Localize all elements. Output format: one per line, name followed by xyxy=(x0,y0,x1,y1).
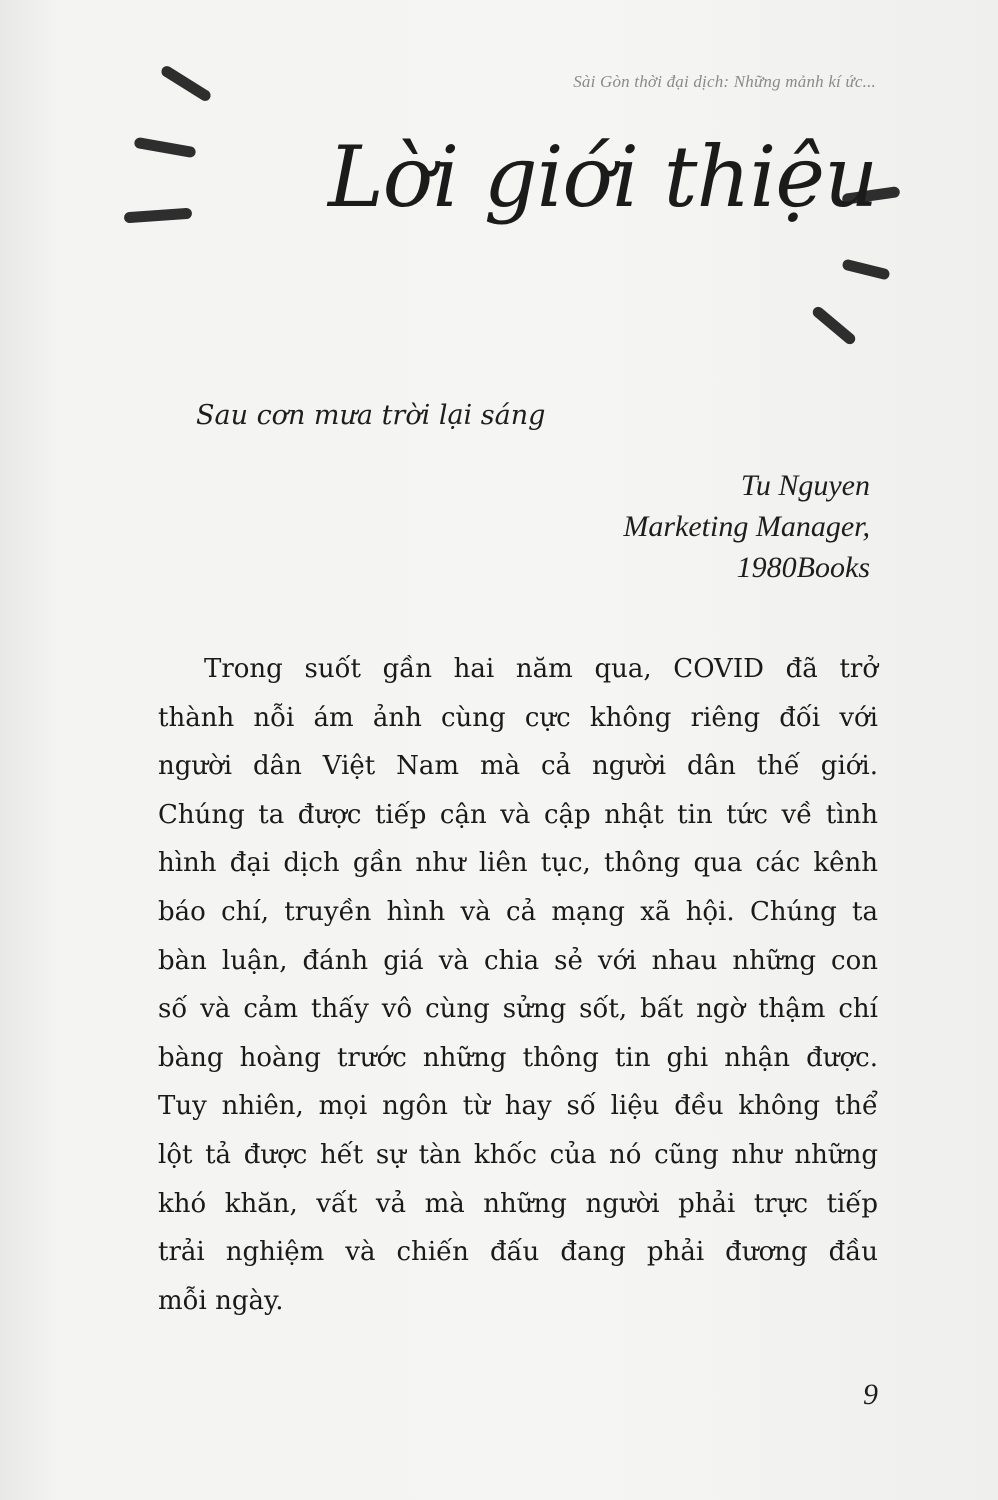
author-signature xyxy=(350,465,870,588)
body-paragraph xyxy=(158,645,878,1325)
body-line: người dân Việt Nam mà cả người dân thế giới. xyxy=(158,751,878,782)
author-company: 1980Books xyxy=(736,551,870,584)
chapter-subtitle: Sau cơn mưa trời lại sáng xyxy=(196,400,546,431)
body-line: Tuy nhiên, mọi ngôn từ hay số liệu đều không thể xyxy=(158,1091,878,1122)
body-line: trải nghiệm và chiến đấu đang phải đương đầu xyxy=(158,1237,878,1268)
body-line: hình đại dịch gần như liên tục, thông qua các kênh xyxy=(158,848,878,879)
decorative-dash xyxy=(841,258,890,280)
author-name: Tu Nguyen xyxy=(740,469,870,502)
body-line: mỗi ngày. xyxy=(158,1285,284,1316)
decorative-dash xyxy=(124,208,193,224)
body-line: bàn luận, đánh giá và chia sẻ với nhau những con xyxy=(158,945,878,976)
body-line: lột tả được hết sự tàn khốc của nó cũng như những xyxy=(158,1139,878,1170)
body-line: Chúng ta được tiếp cận và cập nhật tin tức về tình xyxy=(158,799,878,830)
body-line: báo chí, truyền hình và cả mạng xã hội. Chúng ta xyxy=(158,896,878,927)
body-line: thành nỗi ám ảnh cùng cực không riêng đối với xyxy=(158,702,878,733)
body-line: bàng hoàng trước những thông tin ghi nhận được. xyxy=(158,1042,878,1073)
chapter-title: Lời giới thiệu xyxy=(328,128,878,226)
body-line: khó khăn, vất vả mà những người phải trực tiếp xyxy=(158,1188,878,1219)
body-line: Trong suốt gần hai năm qua, COVID đã trở xyxy=(204,654,878,684)
body-line: số và cảm thấy vô cùng sửng sốt, bất ngờ thậm chí xyxy=(158,994,878,1025)
page-number: 9 xyxy=(863,1378,878,1411)
decorative-dash xyxy=(134,137,197,159)
running-header: Sài Gòn thời đại dịch: Những mảnh kí ức... xyxy=(573,72,876,91)
author-role: Marketing Manager, xyxy=(623,510,870,543)
decorative-dash xyxy=(811,305,858,347)
decorative-dash xyxy=(159,64,212,103)
